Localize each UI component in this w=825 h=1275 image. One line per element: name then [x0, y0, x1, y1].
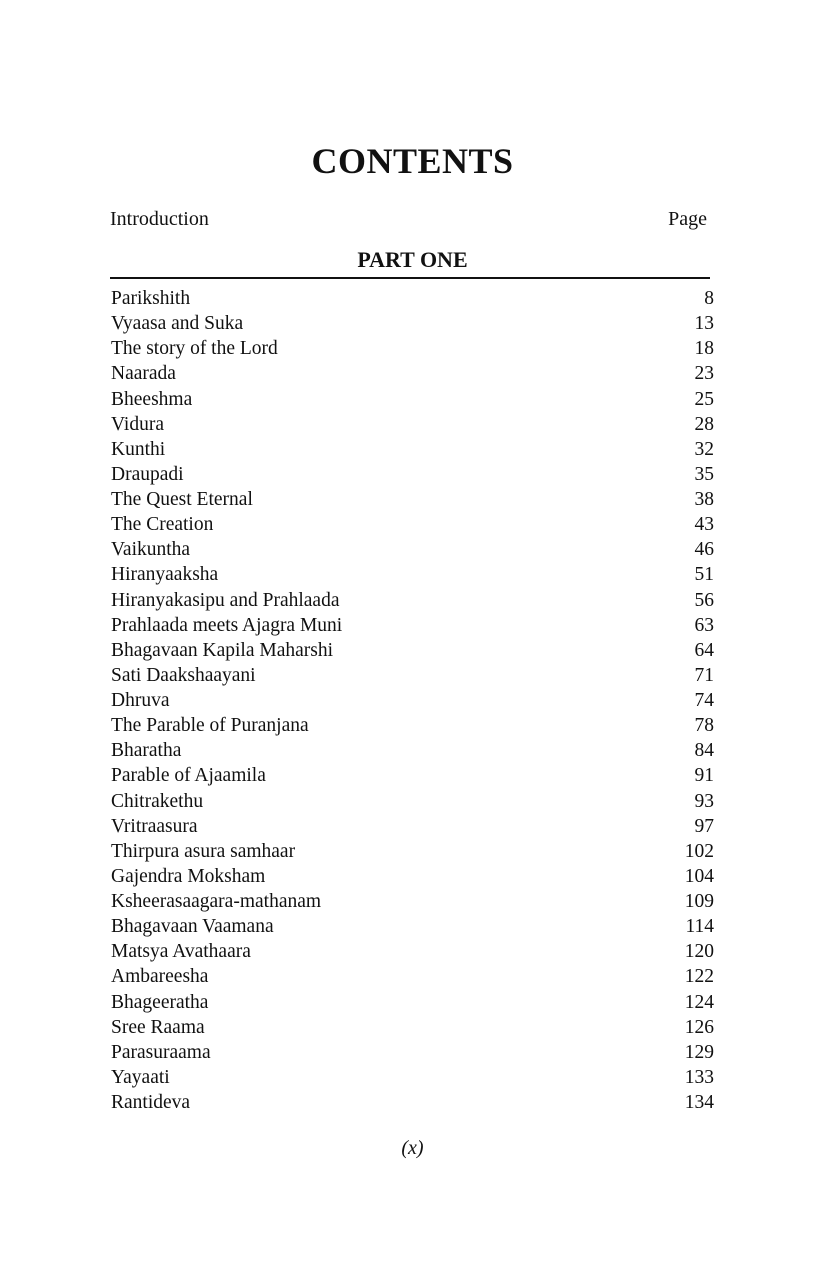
toc-entry-page: 91 [694, 765, 714, 787]
toc-entry-title: The Quest Eternal [111, 489, 253, 510]
toc-entry-page: 104 [684, 865, 714, 887]
toc-entry-page: 43 [694, 514, 714, 536]
toc-entry [111, 437, 714, 462]
toc-entry-page: 56 [694, 589, 714, 611]
toc-entry-title: Parasuraama [111, 1041, 211, 1063]
toc-entry-page: 38 [694, 489, 714, 510]
introduction-label: Introduction [110, 208, 209, 230]
toc-entry-title: Yayaati [111, 1066, 170, 1088]
toc-entry [111, 638, 714, 663]
toc-entry-page: 23 [694, 363, 714, 385]
toc-entry [111, 914, 714, 939]
toc-entry-page: 71 [694, 664, 714, 686]
toc-entry [111, 336, 714, 361]
toc-entry-page: 126 [684, 1016, 714, 1038]
toc-entry-page: 64 [694, 639, 714, 661]
toc-entry-page: 78 [694, 715, 714, 737]
toc-entry [111, 1015, 714, 1040]
toc-entry [111, 562, 714, 587]
toc-entry-title: Hiranyakasipu and Prahlaada [111, 589, 340, 611]
toc-entry-page: 25 [694, 388, 714, 410]
toc-entry-page: 124 [684, 991, 714, 1013]
toc-entry [111, 588, 714, 613]
toc-entry-page: 109 [684, 891, 714, 912]
toc-entry-page: 134 [684, 1092, 714, 1113]
toc-entry-title: Chitrakethu [111, 790, 204, 812]
toc-entry-page: 46 [694, 539, 714, 561]
toc-entry-title: The Parable of Puranjana [111, 715, 309, 737]
toc-entry-title: Parikshith [111, 288, 191, 309]
toc-entry [111, 939, 714, 964]
toc-entry-page: 84 [694, 740, 714, 762]
toc-entry-title: Naarada [111, 363, 176, 385]
toc-entry [111, 537, 714, 562]
toc-entry-page: 74 [694, 690, 714, 711]
table-of-contents [111, 286, 714, 1115]
part-heading: PART ONE [357, 247, 468, 272]
divider-rule [110, 277, 710, 279]
toc-entry [111, 311, 714, 336]
toc-entry-title: Matsya Avathaara [111, 941, 251, 963]
toc-entry-page: 122 [684, 966, 714, 988]
toc-entry-title: Bharatha [111, 740, 182, 762]
toc-entry [111, 512, 714, 537]
toc-entry-title: Sati Daakshaayani [111, 664, 256, 686]
toc-entry [111, 789, 714, 814]
page-title: CONTENTS [311, 141, 514, 181]
page-column-header: Page [668, 208, 707, 230]
toc-entry [111, 412, 714, 437]
toc-entry [111, 1040, 714, 1065]
toc-entry-page: 97 [694, 815, 714, 837]
toc-entry-page: 133 [684, 1066, 714, 1088]
toc-entry [111, 1090, 714, 1115]
toc-entry-page: 28 [694, 413, 714, 435]
toc-entry-page: 8 [704, 288, 714, 309]
toc-entry-title: Rantideva [111, 1092, 191, 1113]
toc-entry-title: Bhagavaan Vaamana [111, 916, 274, 938]
toc-entry [111, 990, 714, 1015]
toc-entry-title: Hiranyaaksha [111, 564, 219, 586]
toc-entry [111, 688, 714, 713]
toc-entry [111, 361, 714, 386]
toc-entry-page: 129 [684, 1041, 714, 1063]
toc-entry-title: Thirpura asura samhaar [111, 840, 296, 862]
toc-entry [111, 864, 714, 889]
toc-entry-page: 63 [694, 614, 714, 636]
toc-entry-title: Bheeshma [111, 388, 193, 410]
toc-entry [111, 763, 714, 788]
toc-entry-title: Ambareesha [111, 966, 209, 988]
toc-entry [111, 738, 714, 763]
toc-entry [111, 613, 714, 638]
toc-entry-title: Kunthi [111, 438, 166, 460]
toc-entry [111, 487, 714, 512]
toc-entry-title: Draupadi [111, 463, 184, 485]
toc-entry [111, 387, 714, 412]
toc-entry-title: Vyaasa and Suka [111, 313, 244, 335]
toc-entry-page: 114 [685, 916, 714, 938]
toc-entry [111, 286, 714, 311]
toc-entry [111, 663, 714, 688]
toc-entry [111, 1065, 714, 1090]
toc-entry-title: Vaikuntha [111, 539, 191, 561]
toc-entry [111, 713, 714, 738]
toc-entry [111, 462, 714, 487]
toc-entry-title: Bhagavaan Kapila Maharshi [111, 639, 334, 661]
toc-entry-page: 120 [684, 941, 714, 963]
toc-entry-page: 13 [694, 313, 714, 335]
toc-entry [111, 814, 714, 839]
toc-entry-title: Prahlaada meets Ajagra Muni [111, 614, 343, 636]
toc-entry-page: 35 [694, 463, 714, 485]
toc-entry-title: The Creation [111, 514, 214, 536]
toc-entry-page: 93 [694, 790, 714, 812]
toc-entry [111, 839, 714, 864]
toc-entry-title: Gajendra Moksham [111, 865, 266, 887]
toc-entry-title: Ksheerasaagara-mathanam [111, 891, 322, 912]
toc-entry [111, 964, 714, 989]
toc-entry [111, 889, 714, 914]
toc-entry-title: Bhageeratha [111, 991, 209, 1013]
toc-entry-title: The story of the Lord [111, 338, 278, 360]
toc-entry-title: Vritraasura [111, 815, 198, 837]
toc-entry-page: 32 [694, 438, 714, 460]
toc-entry-page: 51 [694, 564, 714, 586]
page-folio: (x) [401, 1137, 424, 1159]
toc-entry-title: Vidura [111, 413, 164, 435]
toc-entry-title: Dhruva [111, 690, 170, 711]
toc-entry-title: Parable of Ajaamila [111, 765, 266, 787]
toc-entry-page: 102 [684, 840, 714, 862]
toc-entry-title: Sree Raama [111, 1016, 205, 1038]
toc-entry-page: 18 [694, 338, 714, 360]
